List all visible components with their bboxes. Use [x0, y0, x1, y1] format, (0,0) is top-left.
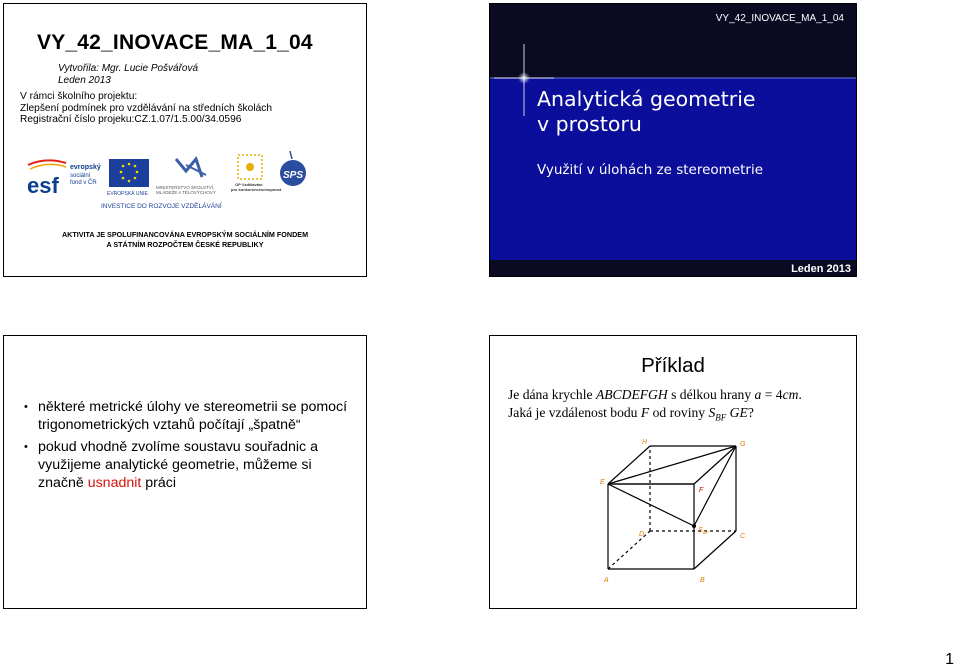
investice-banner: INVESTICE DO ROZVOJE VZDĚLÁVÁNÍ [101, 203, 222, 210]
esf-caption: fond v ČR [70, 180, 97, 186]
bullet-text: pokud vhodně zvolíme soustavu souřadnic a využijeme analytické geometrie, můžeme si značně [38, 439, 318, 491]
sps-text: SPS [283, 170, 304, 181]
sps-school-logo [280, 151, 306, 186]
vertex-label-sub: BF [703, 530, 709, 535]
op-caption: pro konkurenceschopnost [231, 187, 282, 192]
project-line: V rámci školního projektu: [20, 91, 138, 102]
esf-text: esf [27, 173, 59, 198]
page-number: 1 [945, 651, 954, 668]
vertex-label: B [700, 577, 705, 584]
bullet-text: některé metrické úlohy ve stereometrii se pomocí trigonometrických vztahů počítají „špatně“ [38, 399, 348, 433]
slide-1-title-page [3, 3, 367, 277]
title-line: Analytická geometrie [537, 87, 756, 111]
esf-caption: sociální [70, 173, 91, 179]
project-line: Zlepšení podmínek pro vzdělávání na středních školách [20, 102, 273, 114]
esf-caption: evropský [70, 164, 101, 171]
presentation-title [537, 87, 756, 137]
document-code: VY_42_INOVACE_MA_1_04 [715, 13, 844, 24]
bullet-dot-icon: • [24, 441, 28, 453]
footer-line: A STÁTNÍM ROZPOČTEM ČESKÉ REPUBLIKY [106, 240, 264, 249]
document-code-title: VY_42_INOVACE_MA_1_04 [37, 31, 313, 54]
cofinancing-footer [4, 230, 366, 250]
date-line: Leden 2013 [58, 75, 111, 86]
list-item [24, 398, 359, 434]
presentation-subtitle: Využití v úlohách ze stereometrie [537, 162, 764, 178]
slide-2-title-slide [489, 3, 857, 277]
problem-statement [508, 386, 802, 427]
eu-flag-logo [107, 159, 149, 197]
vertex-label: G [740, 441, 746, 448]
problem-line-2: Jaká je vzdálenost bodu F od roviny $S_{BF}$ GE? [508, 405, 754, 423]
eu-caption: EVROPSKÁ UNIE [107, 191, 148, 197]
bullet-text: práci [141, 475, 177, 491]
highlighted-word: usnadnit [87, 475, 142, 491]
sparkle-decoration [490, 4, 857, 277]
slide-title: Příklad [641, 354, 705, 377]
footer-line: AKTIVITA JE SPOLUFINANCOVÁNA EVROPSKÝM SOCIÁLNÍM FONDEM [61, 230, 309, 239]
cube-diagram [590, 434, 760, 586]
vertex-label: D [639, 531, 645, 538]
msmt-caption: MINISTERSTVO ŠKOLSTVÍ, [156, 185, 215, 190]
vertex-label: A [604, 577, 609, 584]
date-label: Leden 2013 [791, 263, 851, 275]
msmt-logo [156, 159, 216, 195]
vertex-label: F [699, 487, 704, 494]
title-line: v prostoru [537, 112, 642, 136]
problem-line-1: Je dána krychle ABCDEFGH s délkou hrany a = 4cm. [508, 387, 802, 402]
slide-4-example [489, 335, 857, 609]
bullet-list [24, 398, 359, 496]
vertex-label: E [600, 479, 605, 486]
vertex-label: S [698, 527, 703, 534]
msmt-caption: MLÁDEŽE A TĚLOVÝCHOVY [156, 190, 216, 195]
bullet-dot-icon: • [24, 401, 28, 413]
project-line: Registrační číslo projeku:CZ.1.07/1.5.00/34.0596 [20, 114, 242, 125]
author-line: Vytvořila: Mgr. Lucie Pošvářová [58, 63, 199, 74]
funding-logos [26, 151, 316, 215]
project-block [20, 91, 272, 126]
list-item [24, 438, 359, 492]
slide-3-motivation [3, 335, 367, 609]
vertex-label: H [642, 439, 648, 446]
vertex-label: C [740, 533, 746, 540]
op-caption: OP Vzdělávání [235, 182, 263, 187]
esf-logo [26, 155, 101, 198]
op-vzdelavani-logo [231, 155, 282, 192]
author-block [58, 63, 198, 87]
